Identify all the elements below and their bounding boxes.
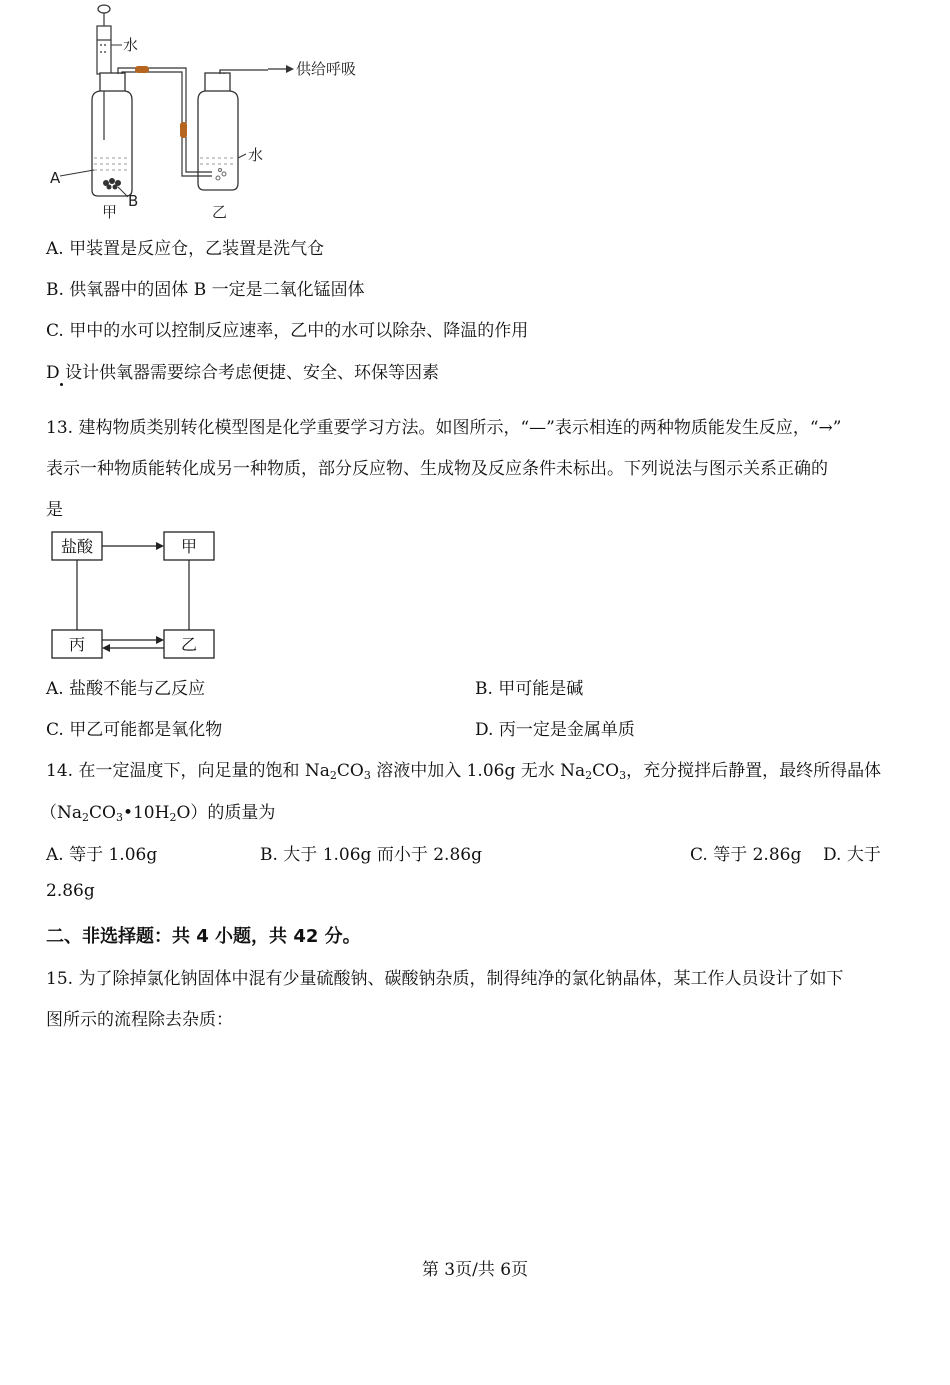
q12-option-d: D 设计供氧器需要综合考虑便捷、安全、环保等因素: [46, 363, 440, 383]
bottle-jia: [92, 73, 132, 196]
q14-option-c: C. 等于 2.86g: [690, 845, 802, 865]
q13-option-d: D. 丙一定是金属单质: [475, 720, 635, 740]
box-bing-label: 丙: [68, 635, 86, 654]
label-yi: 乙: [212, 203, 228, 221]
box-yi-label: 乙: [180, 635, 198, 654]
label-water-bottle: 水: [248, 146, 264, 164]
label-water-syringe: 水: [123, 36, 139, 54]
rubber-connector: [135, 66, 149, 73]
q12-option-b: B. 供氧器中的固体 B 一定是二氧化锰固体: [46, 280, 365, 300]
q13-stem-line2: 表示一种物质能转化成另一种物质，部分反应物、生成物及反应条件未标出。下列说法与图示关系正确的: [46, 459, 828, 479]
arrow-right-icon: [286, 65, 294, 73]
rubber-connector: [180, 122, 187, 138]
arrow-left-icon: [102, 644, 110, 652]
q13-option-c: C. 甲乙可能都是氧化物: [46, 720, 223, 740]
arrow-right-icon: [156, 636, 164, 644]
page-footer: 第 3页/共 6页: [421, 1260, 529, 1280]
q13-option-a: A. 盐酸不能与乙反应: [46, 679, 206, 699]
q14-option-d-continued: 2.86g: [46, 881, 95, 901]
q13-conversion-diagram: [40, 526, 240, 666]
q13-stem-line1: 13. 建构物质类别转化模型图是化学重要学习方法。如图所示，“—”表示相连的两种物质能发生反应，“→”: [46, 418, 842, 438]
section-title: 二、非选择题：共 4 小题，共 42 分。: [46, 926, 361, 947]
q12-option-a: A. 甲装置是反应仓，乙装置是洗气仓: [46, 239, 325, 259]
arrow-right-icon: [156, 542, 164, 550]
q12-option-c: C. 甲中的水可以控制反应速率，乙中的水可以除杂、降温的作用: [46, 321, 529, 341]
box-hcl-label: 盐酸: [60, 537, 94, 556]
box-jia-label: 甲: [180, 537, 198, 556]
label-supply: 供给呼吸: [296, 60, 357, 78]
q14-option-a: A. 等于 1.06g: [46, 845, 158, 865]
q15-line1: 15. 为了除掉氯化钠固体中混有少量硫酸钠、碳酸钠杂质，制得纯净的氯化钠晶体，某工作人员设计了如下: [46, 969, 844, 989]
label-a: A: [50, 169, 61, 187]
q14-stem-line2: $(Na_2CO_3•10H_2O)$的质量为: [40, 803, 276, 824]
q14-option-d: D. 大于: [823, 845, 881, 865]
q13-option-b: B. 甲可能是碱: [475, 679, 584, 699]
q13-stem-line3: 是: [46, 500, 63, 520]
q14-option-b: B. 大于 1.06g 而小于 2.86g: [260, 845, 482, 865]
q15-line2: 图所示的流程除去杂质：: [46, 1010, 233, 1030]
label-b: B: [128, 192, 139, 210]
label-jia: 甲: [102, 203, 118, 221]
oxygen-supply-apparatus-diagram: [40, 0, 370, 225]
q14-stem-line1: 14. 在一定温度下，向足量的饱和 $Na_2CO_3$ 溶液中加入 1.06g 无水 $Na_2CO_3$，充分搅拌后静置，最终所得晶体: [46, 761, 882, 782]
stray-dot: [60, 383, 63, 386]
